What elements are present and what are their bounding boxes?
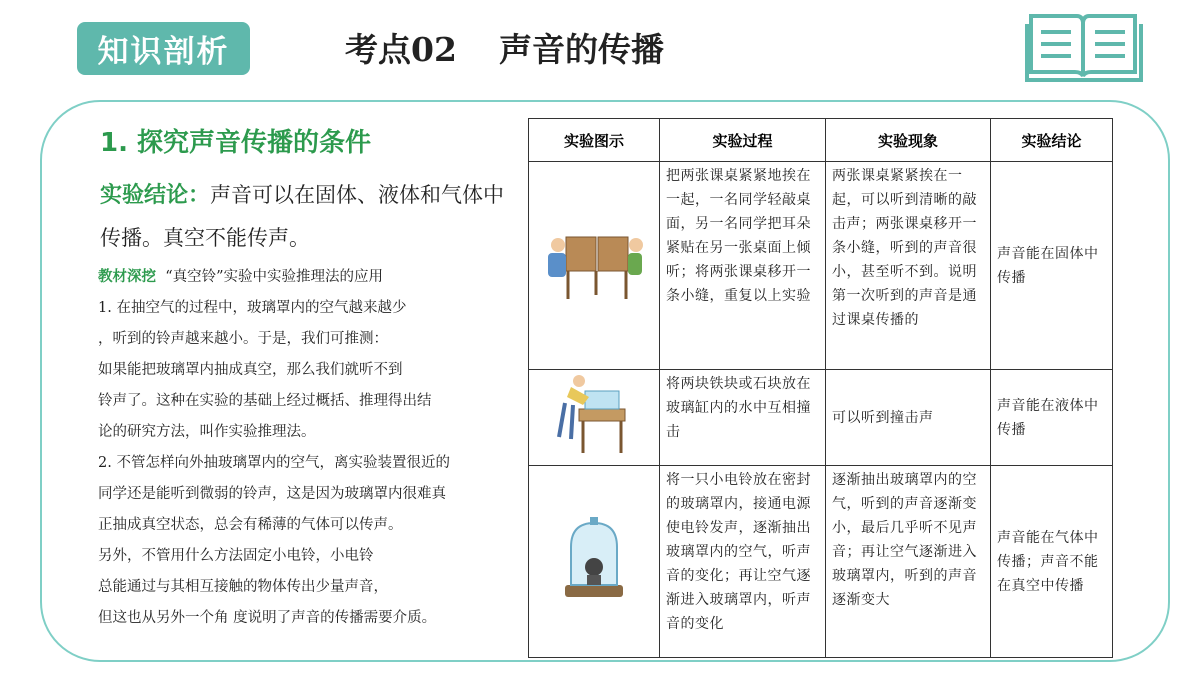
note-label: 教材深挖	[98, 269, 156, 285]
conclusion-cell: 声音能在固体中传播	[991, 162, 1113, 370]
conclusion-label: 实验结论：	[100, 183, 211, 208]
note-line: 总能通过与其相互接触的物体传出少量声音，	[98, 579, 388, 595]
conclusion-cell: 声音能在气体中传播；声音不能在真空中传播	[991, 466, 1113, 658]
note-line: 铃声了。这种在实验的基础上经过概括、推理得出结	[98, 393, 432, 409]
page-title	[345, 24, 664, 71]
title-code: 考点02	[345, 30, 457, 69]
process-cell: 把两张课桌紧紧地挨在一起，一名同学轻敲桌面，另一名同学把耳朵紧贴在另一张桌面上倾听；将两张课桌移开一条小缝，重复以上实验	[660, 162, 826, 370]
process-cell: 将两块铁块或石块放在玻璃缸内的水中互相撞击	[660, 370, 826, 466]
book-icon	[1025, 10, 1143, 82]
note-line: ，听到的铃声越来越小。于是，我们可推测：	[98, 331, 388, 347]
textbook-notes	[98, 262, 523, 634]
bell-jar-experiment-illustration	[559, 513, 629, 603]
header-cell: 实验过程	[660, 119, 826, 162]
experiment-table	[528, 118, 1113, 658]
table-row	[529, 370, 1113, 466]
conclusion-cell: 声音能在液体中传播	[991, 370, 1113, 466]
section-badge: 知识剖析	[77, 22, 250, 75]
note-line: 如果能把玻璃罩内抽成真空，那么我们就听不到	[98, 362, 403, 378]
phenomenon-cell: 可以听到撞击声	[826, 370, 991, 466]
process-cell: 将一只小电铃放在密封的玻璃罩内，接通电源使电铃发声，逐渐抽出玻璃罩内的空气，听声音的变化；再让空气逐渐进入玻璃罩内，听声音的变化	[660, 466, 826, 658]
image-cell	[529, 466, 660, 658]
conclusion-block	[100, 174, 510, 259]
table-row	[529, 162, 1113, 370]
desks-experiment-illustration	[544, 223, 644, 301]
header-cell: 实验现象	[826, 119, 991, 162]
phenomenon-cell: 两张课桌紧紧挨在一起，可以听到清晰的敲击声；两张课桌移开一条小缝，听到的声音很小，甚至听不到。说明第一次听到的声音是通过课桌传播的	[826, 162, 991, 370]
header-cell: 实验图示	[529, 119, 660, 162]
image-cell	[529, 370, 660, 466]
title-text: 声音的传播	[498, 30, 664, 69]
section-title: 1. 探究声音传播的条件	[100, 128, 372, 158]
table-row	[529, 466, 1113, 658]
note-line: 论的研究方法，叫作实验推理法。	[98, 424, 316, 440]
header-cell: 实验结论	[991, 119, 1113, 162]
phenomenon-cell: 逐渐抽出玻璃罩内的空气，听到的声音逐渐变小，最后几乎听不见声音；再让空气逐渐进入玻璃罩内，听到的声音逐渐变大	[826, 466, 991, 658]
note-line: 正抽成真空状态，总会有稀薄的气体可以传声。	[98, 517, 403, 533]
note-line: 另外，不管用什么方法固定小电铃，小电铃	[98, 548, 374, 564]
table-header-row	[529, 119, 1113, 162]
water-tank-experiment-illustration	[549, 373, 639, 455]
conclusion-text: 声音可以在固体、液体和气体中传播。真空不能传声。	[100, 183, 505, 250]
note-line: 同学还是能听到微弱的铃声，这是因为玻璃罩内很难真	[98, 486, 446, 502]
note-line: 但这也从另外一个角 度说明了声音的传播需要介质。	[98, 610, 437, 626]
note-title: “真空铃”实验中实验推理法的应用	[165, 269, 384, 285]
note-line: 2. 不管怎样向外抽玻璃罩内的空气，离实验装置很近的	[98, 455, 450, 471]
note-line: 1. 在抽空气的过程中，玻璃罩内的空气越来越少	[98, 300, 407, 316]
image-cell	[529, 162, 660, 370]
